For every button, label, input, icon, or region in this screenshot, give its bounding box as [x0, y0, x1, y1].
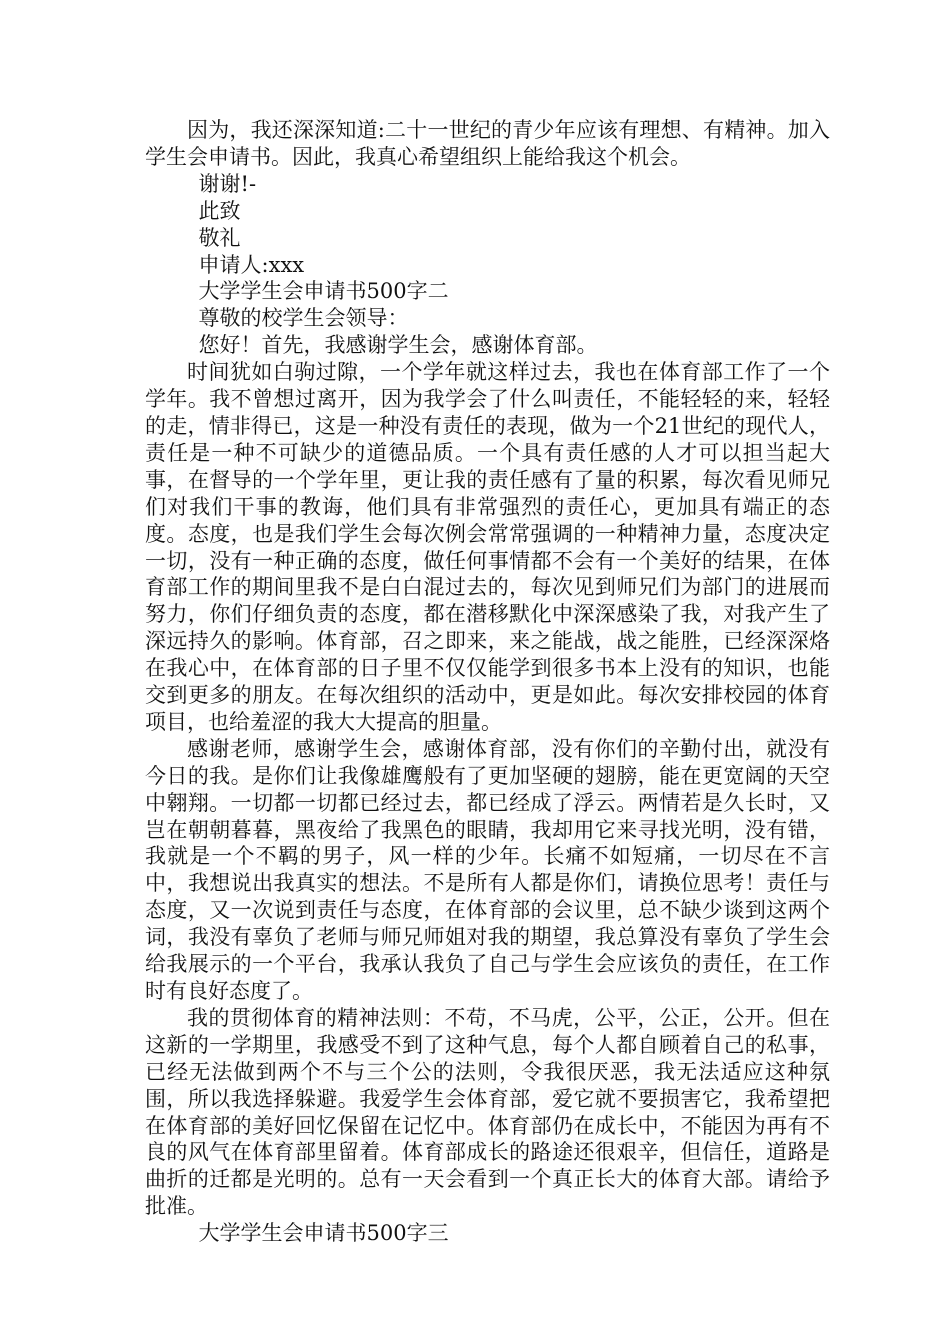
greeting: 您好！首先，我感谢学生会，感谢体育部。	[198, 333, 598, 358]
paragraph-time: 时间犹如白驹过隙，一个学年就这样过去，我也在体育部工作了一个学年。我不曾想过离开，因为我学会了什么叫责任，不能轻轻的来，轻轻的走，情非得已，这是一种没有责任的表现，做为一个21世纪的现代人，责任是一种不可缺少的道德品质。一个具有责任感的人才可以担当起大事，在督导的一个学年里，更让我的责任感有了量的积累，每次看见师兄们对我们干事的教诲，他们具有非常强烈的责任心，更加具有端正的态度。态度，也是我们学生会每次例会常常强调的一种精神力量，态度决定一切，没有一种正确的态度，做任何事情都不会有一个美好的结果，在体育部工作的期间里我不是白白混过去的，每次见到师兄们为部门的进展而努力，你们仔细负责的态度，都在潜移默化中深深感染了我，对我产生了深远持久的影响。体育部，召之即来，来之能战，战之能胜，已经深深烙在我心中，在体育部的日子里不仅仅能学到很多书本上没有的知识，也能交到更多的朋友。在每次组织的活动中，更是如此。每次安排校园的体育项目，也给羞涩的我大大提高的胆量。	[145, 360, 830, 734]
line-applicant: 申请人:xxx	[198, 252, 305, 277]
line-thanks: 谢谢!-	[198, 171, 257, 196]
line-jingli: 敬礼	[198, 225, 241, 250]
document-body	[145, 117, 830, 1247]
section-heading-3: 大学学生会申请书500字三	[198, 1221, 449, 1246]
salutation: 尊敬的校学生会领导：	[198, 306, 409, 331]
line-cizhi: 此致	[198, 198, 241, 223]
paragraph-intro: 因为，我还深深知道:二十一世纪的青少年应该有理想、有精神。加入学生会申请书。因此，我真心希望组织上能给我这个机会。	[145, 118, 830, 169]
paragraph-sports-spirit: 我的贯彻体育的精神法则：不苟，不马虎，公平，公正，公开。但在这新的一学期里，我感受不到了这种气息，每个人都自顾着自己的私事，已经无法做到两个不与三个公的法则，令我很厌恶，我无法适应这种氛围，所以我选择躲避。我爱学生会体育部，爱它就不要损害它，我希望把在体育部的美好回忆保留在记忆中。体育部仍在成长中，不能因为再有不良的风气在体育部里留着。体育部成长的路途还很艰辛，但信任，道路是曲折的迁都是光明的。总有一天会看到一个真正长大的体育大部。请给予批准。	[145, 1005, 830, 1219]
section-heading-2: 大学学生会申请书500字二	[198, 279, 449, 304]
paragraph-thanks-teachers: 感谢老师，感谢学生会，感谢体育部，没有你们的辛勤付出，就没有今日的我。是你们让我像雄鹰般有了更加坚硬的翅膀，能在更宽阔的天空中翱翔。一切都一切都已经过去，都已经成了浮云。两情若是久长时，又岂在朝朝暮暮，黑夜给了我黑色的眼睛，我却用它来寻找光明，没有错，我就是一个不羁的男子，风一样的少年。长痛不如短痛，一切尽在不言中，我想说出我真实的想法。不是所有人都是你们，请换位思考！责任与态度，又一次说到责任与态度，在体育部的会议里，总不缺少谈到这两个词，我没有辜负了老师与师兄师姐对我的期望，我总算没有辜负了学生会给我展示的一个平台，我承认我负了自己与学生会应该负的责任，在工作时有良好态度了。	[145, 736, 830, 1003]
